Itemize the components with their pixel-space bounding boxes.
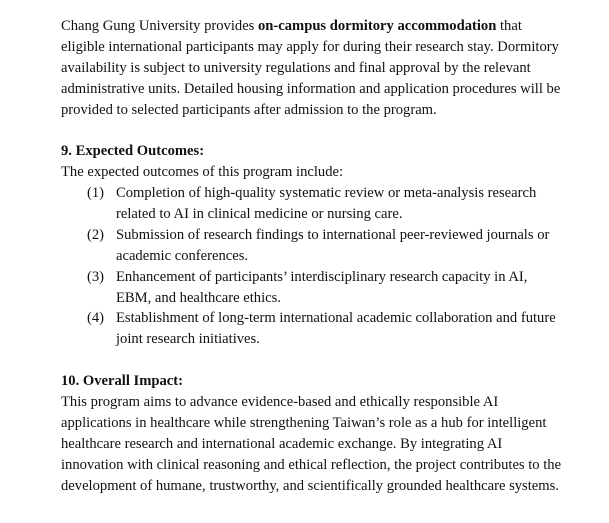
paragraph-line: This program aims to advance evidence-based and ethically responsible AI [61, 394, 499, 411]
section-overall-impact [61, 371, 562, 496]
list-item-line: Establishment of long-term international academic collaboration and future [116, 310, 556, 327]
paragraph-line: eligible international participants may apply for during their research stay. Dormitory [61, 38, 559, 55]
section-expected-outcomes [61, 141, 556, 350]
paragraph-line: provided to selected participants after admission to the program. [61, 101, 437, 118]
paragraph-line: innovation with clinical reasoning and ethical reflection, the project contributes to the [61, 456, 562, 473]
list-item-line: EBM, and healthcare ethics. [116, 289, 281, 306]
paragraph-line: applications in healthcare while strengthening Taiwan’s role as a hub for intelligent [61, 414, 547, 431]
bold-text-run: on-campus dormitory accommodation [258, 18, 497, 34]
list-item-line: Completion of high-quality systematic review or meta-analysis research [116, 185, 537, 202]
spacer [61, 350, 551, 371]
section-heading: 9. Expected Outcomes: [61, 143, 205, 160]
list-item [61, 308, 556, 350]
list-item [61, 225, 551, 267]
list-item-line: joint research initiatives. [116, 331, 260, 348]
list-item-line: related to AI in clinical medicine or nursing care. [116, 206, 403, 223]
list-item-line: academic conferences. [116, 247, 249, 264]
dormitory-paragraph [61, 16, 561, 120]
list-item [61, 183, 551, 225]
list-number: (2) [87, 226, 105, 243]
list-number: (1) [87, 185, 105, 202]
document-page [61, 16, 562, 496]
paragraph-line [61, 16, 551, 37]
spacer [61, 120, 551, 141]
paragraph-line: administrative units. Detailed housing information and application procedures will be [61, 80, 561, 97]
list-item [61, 267, 551, 309]
section-lead-text: The expected outcomes of this program include: [61, 164, 344, 181]
paragraph-line: availability is subject to university regulations and final approval by the relevant [61, 59, 531, 76]
paragraph-line: healthcare research and international academic exchange. By integrating AI [61, 435, 503, 452]
text-run: that [496, 18, 522, 34]
list-item-line: Enhancement of participants’ interdisciplinary research capacity in AI, [116, 268, 528, 285]
paragraph-line: development of humane, trustworthy, and scientifically grounded healthcare systems. [61, 477, 559, 494]
list-number: (3) [87, 268, 105, 285]
list-number: (4) [87, 310, 105, 327]
section-heading: 10. Overall Impact: [61, 373, 183, 390]
text-run: Chang Gung University provides [61, 18, 258, 34]
list-item-line: Submission of research findings to international peer-reviewed journals or [116, 226, 550, 243]
